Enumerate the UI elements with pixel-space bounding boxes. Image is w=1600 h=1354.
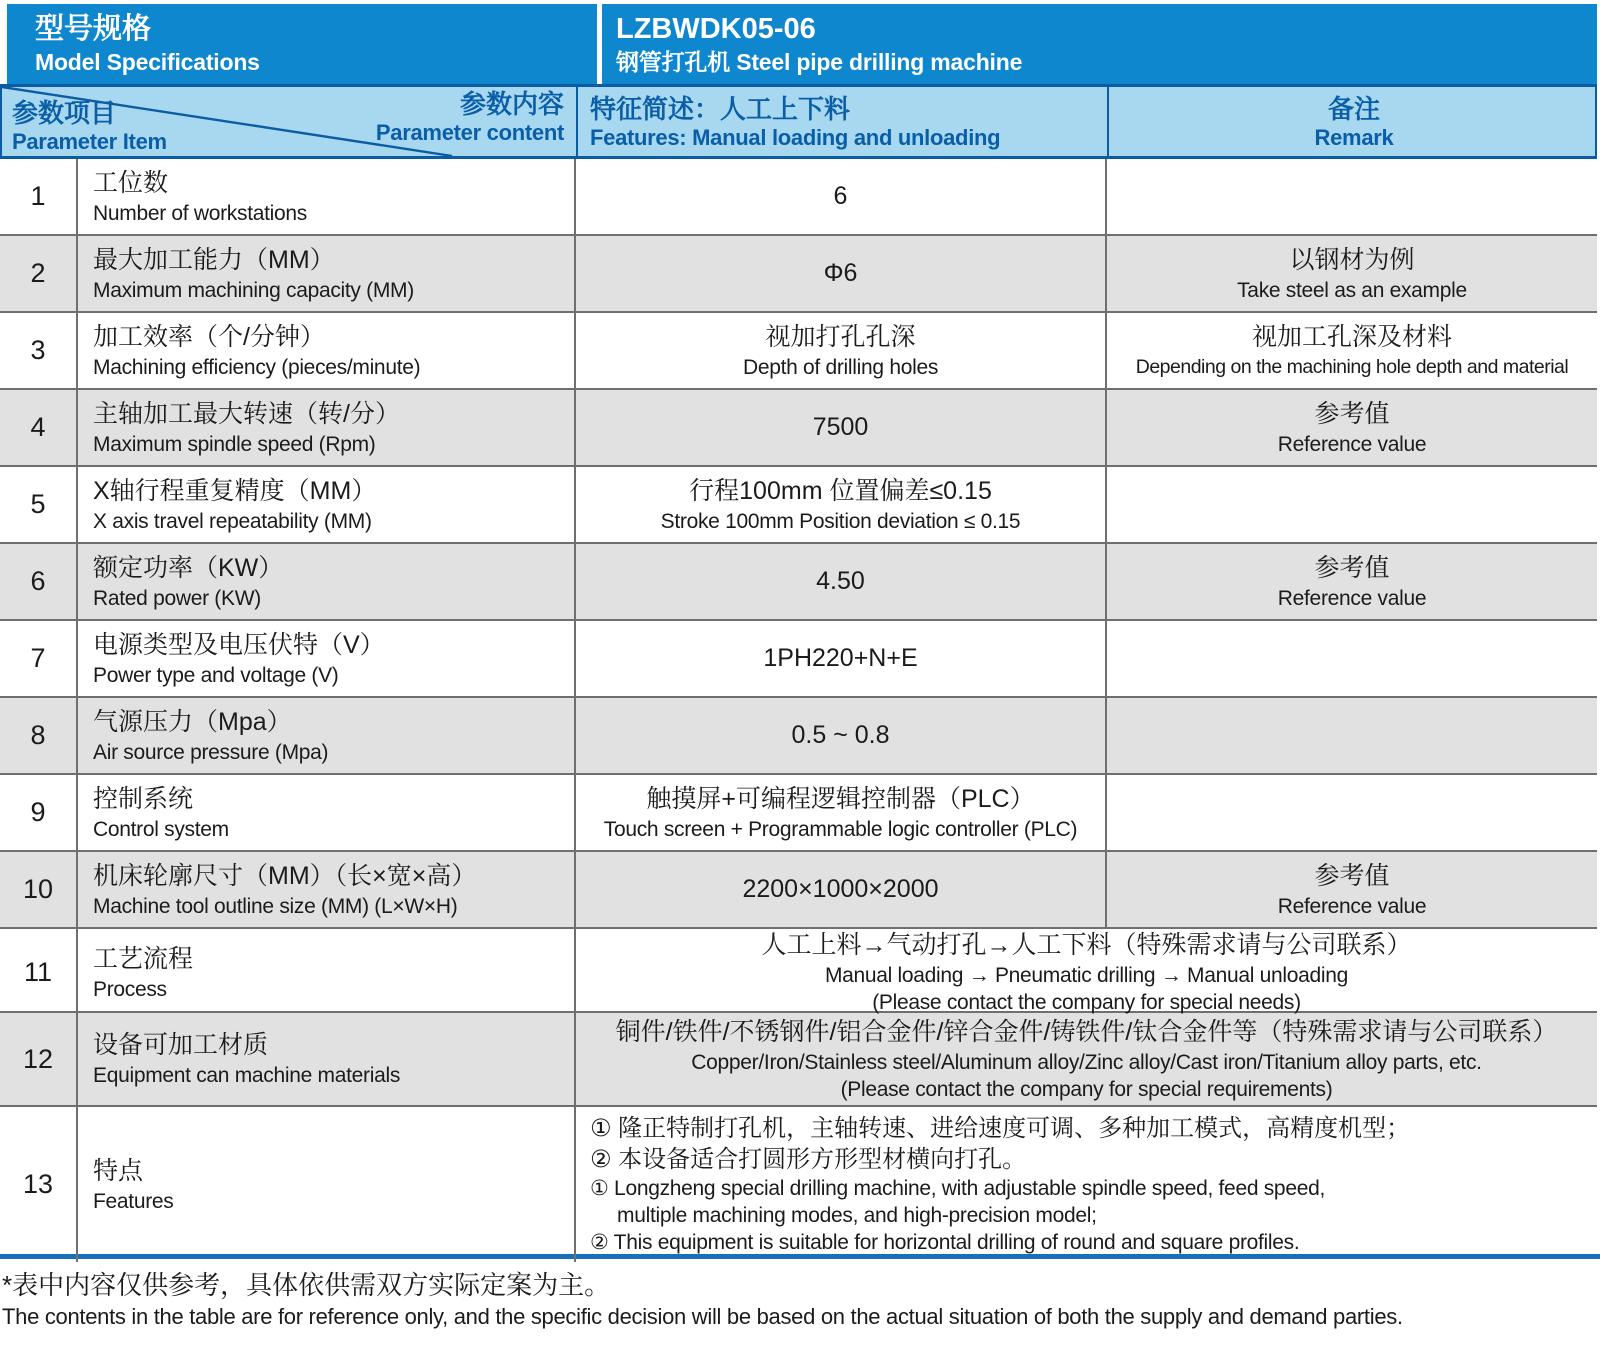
model-name-cell <box>602 4 1597 84</box>
item-zh: X轴行程重复精度（MM） <box>93 476 377 505</box>
item-zh: 控制系统 <box>93 784 194 813</box>
table-row-5 <box>0 465 1597 542</box>
title-band <box>7 4 1597 84</box>
model-spec-title-cell <box>7 4 597 84</box>
value-zh: 行程100mm 位置偏差≤0.15 <box>689 476 992 505</box>
row-number: 5 <box>30 489 46 519</box>
value-line: 0.5 ~ 0.8 <box>791 721 890 749</box>
remark-en: Reference value <box>1277 894 1427 918</box>
table-row-10 <box>0 850 1597 927</box>
value-line: 7500 <box>812 413 869 441</box>
features-value-cell <box>574 1107 1597 1262</box>
item-en: Number of workstations <box>93 201 307 225</box>
item-en: Control system <box>93 817 229 841</box>
value-en2: (Please contact the company for special requirements) <box>840 1077 1333 1101</box>
remark-cell <box>1105 159 1597 234</box>
table-row-3 <box>0 311 1597 388</box>
remark-zh: 参考值 <box>1314 399 1390 428</box>
value-line: 2200×1000×2000 <box>742 875 939 903</box>
param-value-cell <box>574 390 1105 465</box>
item-en: Power type and voltage (V) <box>93 663 339 687</box>
row-number: 6 <box>30 566 46 596</box>
remark-cell <box>1105 544 1597 619</box>
item-zh: 特点 <box>93 1156 144 1185</box>
remark-cell <box>1105 775 1597 850</box>
remark-cell <box>1105 313 1597 388</box>
row-number: 1 <box>30 181 46 211</box>
table-row-9 <box>0 773 1597 850</box>
item-en: Maximum machining capacity (MM) <box>93 278 414 302</box>
remark-cell <box>1105 852 1597 927</box>
row-number: 8 <box>30 720 46 750</box>
param-item-cell <box>76 1013 574 1105</box>
remark-zh: 参考值 <box>1314 553 1390 582</box>
remark-en: Reference value <box>1277 432 1427 456</box>
value-en: Copper/Iron/Stainless steel/Aluminum alloy/Zinc alloy/Cast iron/Titanium alloy parts, etc. <box>691 1050 1482 1074</box>
row-number: 12 <box>22 1043 54 1074</box>
param-value-merged-cell <box>574 1013 1597 1105</box>
param-value-cell <box>574 852 1105 927</box>
row-number: 2 <box>30 258 46 288</box>
feature-en-2: ② This equipment is suitable for horizontal drilling of round and square profiles. <box>590 1231 1300 1254</box>
diagonal-header-cell <box>2 87 576 156</box>
remark-en: Reference value <box>1277 586 1427 610</box>
table-row-13 <box>0 1105 1597 1254</box>
item-zh: 工艺流程 <box>93 944 194 973</box>
item-zh: 额定功率（KW） <box>93 553 284 582</box>
footnote-en: The contents in the table are for reference only, and the specific decision will be based on the actual situation of both the supply and demand parties. <box>2 1304 1403 1329</box>
value-zh: 人工上料→气动打孔→人工下料（特殊需求请与公司联系） <box>761 931 1412 959</box>
model-code: LZBWDK05-06 <box>616 13 816 45</box>
features-header-zh: 特征简述：人工上下料 <box>590 93 851 124</box>
param-item-cell <box>76 775 574 850</box>
remark-en: Depending on the machining hole depth and material <box>1135 355 1569 378</box>
remark-cell <box>1105 698 1597 773</box>
item-zh: 最大加工能力（MM） <box>93 245 335 274</box>
remark-cell <box>1105 621 1597 696</box>
item-en: Machining efficiency (pieces/minute) <box>93 355 421 379</box>
feature-zh-1: ① 隆正特制打孔机，主轴转速、进给速度可调、多种加工模式，高精度机型； <box>590 1115 1411 1142</box>
value-line: 1PH220+N+E <box>763 644 918 672</box>
table-row-1 <box>0 159 1597 234</box>
param-item-cell <box>76 159 574 234</box>
row-number: 11 <box>23 957 53 987</box>
remark-en: Take steel as an example <box>1237 278 1467 302</box>
model-description: 钢管打孔机 Steel pipe drilling machine <box>616 49 1023 75</box>
param-item-header: 参数项目 Parameter Item <box>12 98 167 154</box>
row-number: 13 <box>22 1169 54 1199</box>
remark-cell <box>1105 236 1597 311</box>
item-en: Air source pressure (Mpa) <box>93 740 329 764</box>
param-item-cell <box>76 621 574 696</box>
table-row-2 <box>0 234 1597 311</box>
remark-header-en: Remark <box>1314 124 1394 150</box>
features-header-en: Features: Manual loading and unloading <box>590 124 1001 150</box>
item-zh: 工位数 <box>93 168 169 197</box>
value-en: Manual loading → Pneumatic drilling → Manual unloading <box>824 964 1349 987</box>
feature-en-1: ① Longzheng special drilling machine, with adjustable spindle speed, feed speed, <box>590 1177 1325 1200</box>
row-number: 10 <box>22 874 54 904</box>
remark-header-zh: 备注 <box>1327 93 1380 124</box>
value-en: Touch screen + Programmable logic controller (PLC) <box>603 817 1078 841</box>
row-number: 7 <box>30 643 46 673</box>
column-header-band <box>0 84 1597 159</box>
value-en: Depth of drilling holes <box>742 355 939 379</box>
item-en: Machine tool outline size (MM) (L×W×H) <box>93 894 458 918</box>
item-en: X axis travel repeatability (MM) <box>93 509 372 533</box>
remark-zh: 视加工孔深及材料 <box>1251 322 1452 351</box>
value-line: 6 <box>833 182 848 210</box>
item-zh: 主轴加工最大转速（转/分） <box>93 399 400 428</box>
item-zh: 加工效率（个/分钟） <box>93 322 325 351</box>
value-line: 4.50 <box>816 567 865 595</box>
item-zh: 气源压力（Mpa） <box>93 707 292 736</box>
value-line: Φ6 <box>823 259 858 287</box>
value-en: Stroke 100mm Position deviation ≤ 0.15 <box>660 509 1021 533</box>
item-en: Features <box>93 1189 174 1213</box>
value-zh: 视加打孔孔深 <box>765 322 916 351</box>
item-en: Rated power (KW) <box>93 586 261 610</box>
param-item-cell <box>76 236 574 311</box>
remark-cell <box>1105 467 1597 542</box>
spec-table <box>0 159 1597 1254</box>
item-zh: 机床轮廓尺寸（MM）（长×宽×高） <box>93 861 477 890</box>
model-spec-title-en: Model Specifications <box>35 49 260 75</box>
footnote <box>0 1259 1600 1331</box>
value-zh: 铜件/铁件/不锈钢件/铝合金件/锌合金件/铸铁件/钛合金件等（特殊需求请与公司联系） <box>615 1017 1558 1046</box>
param-item-cell <box>76 313 574 388</box>
item-en: Maximum spindle speed (Rpm) <box>93 432 376 456</box>
footnote-zh: *表中内容仅供参考，具体依供需双方实际定案为主。 <box>2 1270 611 1300</box>
value-zh: 触摸屏+可编程逻辑控制器（PLC） <box>646 784 1035 813</box>
remark-zh: 以钢材为例 <box>1289 245 1415 274</box>
param-content-header: 参数内容 Parameter content <box>375 89 564 145</box>
param-item-cell <box>76 852 574 927</box>
features-header-cell <box>576 87 1107 156</box>
item-en: Process <box>93 977 167 1001</box>
row-number: 3 <box>30 335 46 365</box>
remark-cell <box>1105 390 1597 465</box>
param-item-cell <box>76 467 574 542</box>
param-value-cell <box>574 467 1105 542</box>
table-row-12 <box>0 1011 1597 1105</box>
param-value-cell <box>574 698 1105 773</box>
row-number: 4 <box>30 412 46 442</box>
remark-header-cell <box>1107 87 1599 156</box>
feature-zh-2: ② 本设备适合打圆形方形型材横向打孔。 <box>590 1146 1027 1173</box>
param-item-cell <box>76 929 574 1016</box>
param-value-cell <box>574 236 1105 311</box>
param-value-merged-cell <box>574 929 1597 1016</box>
param-value-cell <box>574 313 1105 388</box>
item-zh: 设备可加工材质 <box>93 1031 269 1059</box>
spec-sheet-page <box>0 4 1600 1354</box>
item-en: Equipment can machine materials <box>93 1064 401 1087</box>
table-row-6 <box>0 542 1597 619</box>
item-zh: 电源类型及电压伏特（V） <box>93 630 385 659</box>
param-item-cell <box>76 544 574 619</box>
table-row-11 <box>0 927 1597 1014</box>
remark-zh: 参考值 <box>1314 861 1390 890</box>
model-spec-title-zh: 型号规格 <box>35 13 152 45</box>
param-value-cell <box>574 621 1105 696</box>
table-row-4 <box>0 388 1597 465</box>
table-row-7 <box>0 619 1597 696</box>
feature-en-1b: multiple machining modes, and high-precision model; <box>617 1204 1097 1227</box>
row-number: 9 <box>30 797 46 827</box>
table-row-8 <box>0 696 1597 773</box>
value-en2: (Please contact the company for special needs) <box>872 991 1301 1014</box>
param-item-cell <box>76 1107 574 1262</box>
param-item-cell <box>76 390 574 465</box>
param-value-cell <box>574 775 1105 850</box>
param-value-cell <box>574 159 1105 234</box>
param-item-cell <box>76 698 574 773</box>
param-value-cell <box>574 544 1105 619</box>
